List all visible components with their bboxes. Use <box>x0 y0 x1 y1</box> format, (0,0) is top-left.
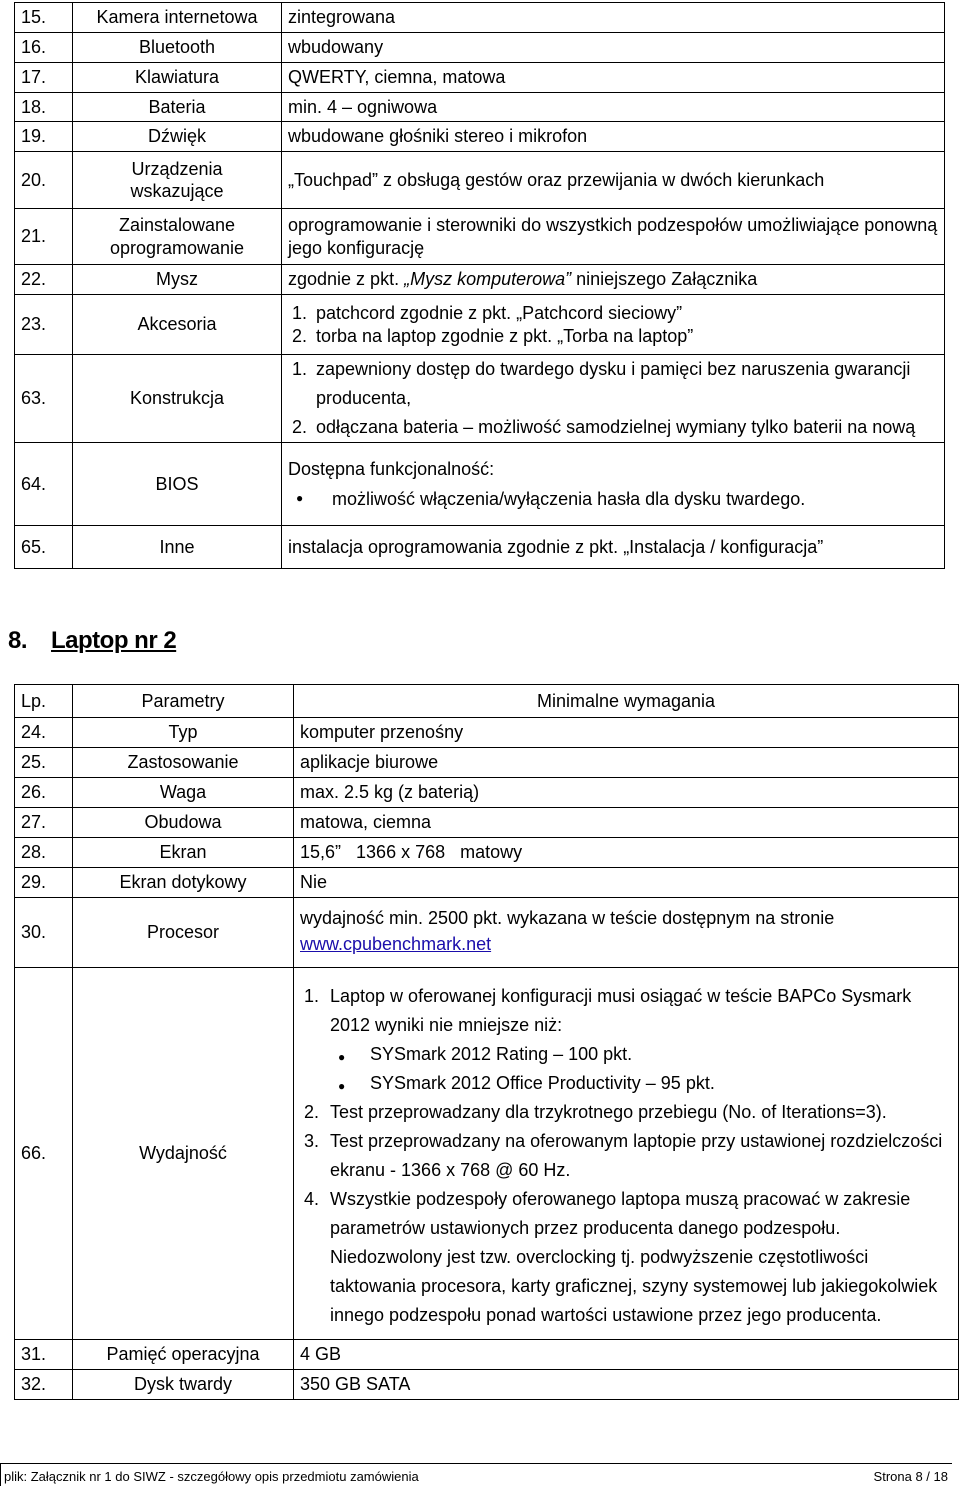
row-number: 28. <box>15 838 73 868</box>
row-number: 30. <box>15 898 73 968</box>
table-row <box>15 968 959 1340</box>
param-value: Nie <box>294 868 959 898</box>
row-number: 66. <box>15 968 73 1340</box>
list-item <box>288 302 938 325</box>
param-value: matowa, ciemna <box>294 808 959 838</box>
table-header-row <box>15 685 959 718</box>
list-number: 2. <box>292 417 308 437</box>
row-number: 22. <box>15 265 73 295</box>
param-name: Akcesoria <box>73 295 282 355</box>
table-row <box>15 93 945 122</box>
row-number: 27. <box>15 808 73 838</box>
list-item-text: zapewniony dostęp do twardego dysku i pamięci bez naruszenia gwarancji producenta, <box>316 359 911 408</box>
param-value <box>282 209 945 265</box>
table-row <box>15 808 959 838</box>
param-value: QWERTY, ciemna, matowa <box>282 63 945 93</box>
row-number: 26. <box>15 778 73 808</box>
row-number: 24. <box>15 718 73 748</box>
param-value: instalacja oprogramowania zgodnie z pkt. „Instalacja / konfiguracja” <box>282 526 945 569</box>
row-number: 63. <box>15 355 73 443</box>
param-name: Kamera internetowa <box>73 3 282 33</box>
param-name: Ekran dotykowy <box>73 868 294 898</box>
list-number: 4. <box>304 1188 320 1209</box>
table-row <box>15 443 945 526</box>
table-row <box>15 152 945 209</box>
bullet-item: ● SYSmark 2012 Rating – 100 pkt. <box>330 1040 952 1069</box>
param-name <box>73 152 282 209</box>
spec-table-1 <box>14 2 945 569</box>
bullet-item: ● SYSmark 2012 Office Productivity – 95 pkt. <box>330 1069 952 1098</box>
param-name: Dysk twardy <box>73 1370 294 1400</box>
list-item-text: Wszystkie podzespoły oferowanego laptopa muszą pracować w zakresie parametrów ustawionych przez producenta danego podzespołu. Niedozwolony jest tzw. overclocking tj. podwyższenie częstotliwości taktowania procesora, karty graficznej, szyny systemowej lub jakiegokolwiek innego podzespołu ponad wartości ustawione przez jego producenta. <box>330 1188 938 1325</box>
table-row <box>15 868 959 898</box>
bullet-list <box>288 488 938 511</box>
row-number: 16. <box>15 33 73 63</box>
row-number: 20. <box>15 152 73 209</box>
param-name: Wydajność <box>73 968 294 1340</box>
table-row <box>15 295 945 355</box>
section-number: 8. <box>8 627 28 654</box>
param-value: 350 GB SATA <box>294 1370 959 1400</box>
list-item <box>288 355 938 413</box>
table-row <box>15 838 959 868</box>
header-param: Parametry <box>73 685 294 718</box>
bullet-item: ● możliwość włączenia/wyłączenia hasła dla dysku twardego. <box>288 488 938 511</box>
param-name: Ekran <box>73 838 294 868</box>
list-number: 1. <box>292 359 308 379</box>
row-number: 15. <box>15 3 73 33</box>
table-row <box>15 355 945 443</box>
table-row <box>15 209 945 265</box>
param-value <box>282 443 945 526</box>
value-text: niniejszego Załącznika <box>571 269 758 290</box>
list-item-text: odłączana bateria – możliwość samodzielnej wymiany tylko baterii na nową <box>316 417 916 437</box>
section-heading <box>8 626 176 656</box>
row-number: 18. <box>15 93 73 122</box>
table-row <box>15 265 945 295</box>
list-number: 3. <box>304 1130 320 1151</box>
param-name: Bateria <box>73 93 282 122</box>
param-value <box>282 265 945 295</box>
param-name: Mysz <box>73 265 282 295</box>
list-item <box>288 413 938 442</box>
param-value: zintegrowana <box>282 3 945 33</box>
row-number: 29. <box>15 868 73 898</box>
spec-table-2 <box>14 684 959 1400</box>
list-item <box>300 1127 952 1185</box>
row-number: 25. <box>15 748 73 778</box>
row-number: 19. <box>15 122 73 152</box>
list-item <box>288 325 938 348</box>
value-intro: Dostępna funkcjonalność: <box>288 458 495 479</box>
param-name: Zastosowanie <box>73 748 294 778</box>
list-item-text: Test przeprowadzany dla trzykrotnego przebiegu (No. of Iterations=3). <box>330 1101 887 1122</box>
param-name <box>73 209 282 265</box>
param-name: Bluetooth <box>73 33 282 63</box>
table-row <box>15 122 945 152</box>
cpubenchmark-link[interactable]: www.cpubenchmark.net <box>300 933 492 954</box>
row-number: 32. <box>15 1370 73 1400</box>
table-row <box>15 1340 959 1370</box>
list-item <box>300 1098 952 1127</box>
param-name: Waga <box>73 778 294 808</box>
numbered-list <box>288 302 938 347</box>
param-value: wbudowany <box>282 33 945 63</box>
value-line: wydajność min. 2500 pkt. wykazana w teście dostępnym na stronie <box>300 908 835 929</box>
param-name: BIOS <box>73 443 282 526</box>
row-number: 64. <box>15 443 73 526</box>
row-number: 31. <box>15 1340 73 1370</box>
list-item <box>300 1185 952 1330</box>
param-name: Typ <box>73 718 294 748</box>
section-title: Laptop nr 2 <box>51 627 177 654</box>
table-row <box>15 1370 959 1400</box>
param-name: Pamięć operacyjna <box>73 1340 294 1370</box>
table-row <box>15 3 945 33</box>
table-row <box>15 526 945 569</box>
param-value: komputer przenośny <box>294 718 959 748</box>
param-name-line: wskazujące <box>130 181 224 201</box>
param-name-line: Urządzenia <box>131 158 223 179</box>
value-italic-ref: „Mysz komputerowa” <box>404 269 572 290</box>
bullet-list <box>330 1040 952 1098</box>
list-item-text: torba na laptop zgodnie z pkt. „Torba na laptop” <box>316 325 694 346</box>
page-footer <box>0 1463 952 1486</box>
list-number: 1. <box>304 985 320 1006</box>
list-number: 2. <box>304 1101 320 1122</box>
list-number: 2. <box>292 325 308 346</box>
param-name: Dźwięk <box>73 122 282 152</box>
param-value: „Touchpad” z obsługą gestów oraz przewijania w dwóch kierunkach <box>282 152 945 209</box>
footer-page-number: Strona 8 / 18 <box>873 1469 948 1484</box>
param-value <box>294 968 959 1340</box>
param-value <box>294 898 959 968</box>
param-name: Obudowa <box>73 808 294 838</box>
table-row <box>15 718 959 748</box>
row-number: 21. <box>15 209 73 265</box>
param-value: min. 4 – ogniwowa <box>282 93 945 122</box>
param-name: Procesor <box>73 898 294 968</box>
param-value <box>282 355 945 443</box>
param-value: max. 2.5 kg (z baterią) <box>294 778 959 808</box>
footer-file-label: plik: Załącznik nr 1 do SIWZ - szczegółowy opis przedmiotu zamówienia <box>4 1469 419 1484</box>
table-row <box>15 33 945 63</box>
param-name: Inne <box>73 526 282 569</box>
table-row <box>15 63 945 93</box>
value-line: jego konfigurację <box>288 237 425 258</box>
param-name-line: Zainstalowane <box>118 215 236 235</box>
param-name: Konstrukcja <box>73 355 282 443</box>
param-name: Klawiatura <box>73 63 282 93</box>
row-number: 17. <box>15 63 73 93</box>
list-item <box>300 982 952 1098</box>
param-value <box>282 295 945 355</box>
param-value: 15,6” 1366 x 768 matowy <box>294 838 959 868</box>
numbered-list <box>288 355 938 442</box>
table-row <box>15 898 959 968</box>
param-name-line: oprogramowanie <box>109 237 245 258</box>
table-row <box>15 748 959 778</box>
header-lp: Lp. <box>15 685 73 718</box>
list-item-text: Laptop w oferowanej konfiguracji musi osiągać w teście BAPCo Sysmark 2012 wyniki nie mniejsze niż: <box>330 985 912 1035</box>
row-number: 23. <box>15 295 73 355</box>
row-number: 65. <box>15 526 73 569</box>
param-value: 4 GB <box>294 1340 959 1370</box>
param-value: aplikacje biurowe <box>294 748 959 778</box>
value-line: oprogramowanie i sterowniki do wszystkich podzespołów umożliwiające ponowną <box>288 215 938 235</box>
header-req: Minimalne wymagania <box>294 685 959 718</box>
table-row <box>15 778 959 808</box>
numbered-list <box>300 982 952 1330</box>
value-text: zgodnie z pkt. <box>288 269 405 290</box>
list-number: 1. <box>292 303 308 323</box>
param-value: wbudowane głośniki stereo i mikrofon <box>282 122 945 152</box>
list-item-text: Test przeprowadzany na oferowanym laptopie przy ustawionej rozdzielczości ekranu - 1366 x 768 @ 60 Hz. <box>330 1130 943 1180</box>
list-item-text: patchcord zgodnie z pkt. „Patchcord sieciowy” <box>316 303 683 323</box>
